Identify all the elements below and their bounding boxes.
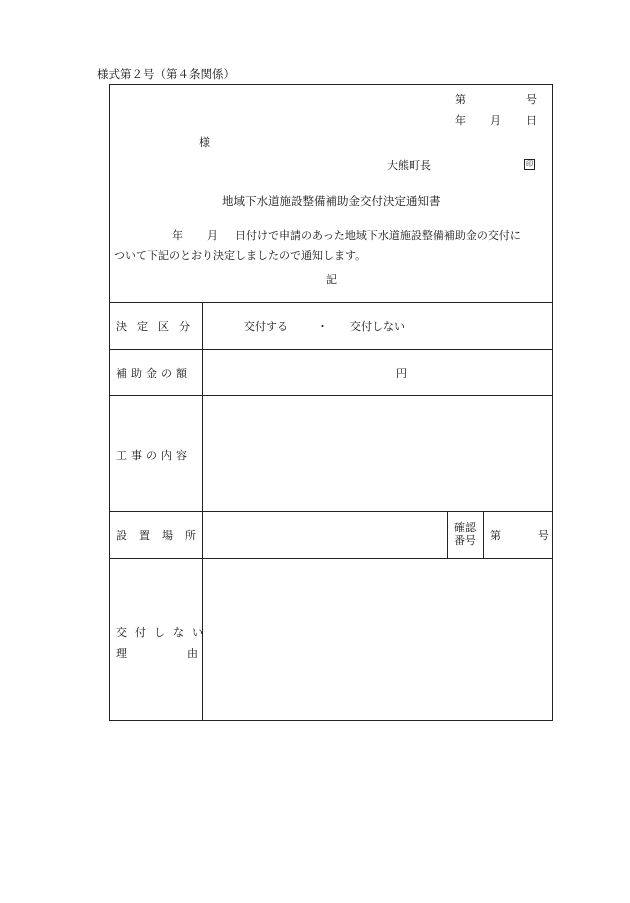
confirm-right-divider	[483, 511, 484, 558]
notice-form-frame	[109, 84, 553, 721]
body-month-label: 月	[207, 229, 218, 242]
non-grant-reason-label-li: 理	[116, 647, 127, 660]
confirm-left-divider	[447, 511, 448, 558]
body-line2-text: ついて下記のとおり決定しましたので通知します。	[114, 249, 367, 262]
subsidy-amount-label: 補助金の額	[116, 367, 191, 380]
document-number-prefix: 第	[455, 93, 466, 106]
ki-marker: 記	[326, 273, 337, 286]
confirmation-number-label	[450, 521, 480, 547]
subsidy-amount-field[interactable]	[203, 349, 552, 395]
confirmation-label-line2: 番号	[454, 534, 476, 547]
form-number-label: 様式第２号（第４条関係）	[97, 67, 235, 81]
body-year-label: 年	[172, 229, 183, 242]
work-contents-field[interactable]	[203, 395, 552, 511]
installation-location-label: 設置場所	[116, 529, 208, 542]
non-grant-reason-field[interactable]	[203, 558, 552, 720]
decision-option-grant[interactable]: 交付する	[244, 320, 288, 333]
confirmation-label-line1: 確認	[454, 521, 476, 534]
work-contents-label: 工事の内容	[116, 449, 191, 462]
decision-separator: ・	[317, 320, 328, 333]
addressee-suffix: 様	[199, 136, 210, 149]
date-month-label: 月	[490, 114, 501, 127]
body-line1-text: 日付けで申請のあった地域下水道施設整備補助金の交付に	[235, 229, 521, 242]
seal-icon: 印	[526, 159, 533, 168]
non-grant-reason-label-yu: 由	[187, 647, 198, 660]
date-year-label: 年	[455, 114, 466, 127]
decision-category-label: 決定区分	[116, 320, 200, 333]
document-title: 地域下水道施設整備補助金交付決定通知書	[222, 194, 441, 208]
installation-location-field[interactable]	[203, 511, 447, 558]
decision-option-deny[interactable]: 交付しない	[350, 320, 405, 333]
table-top-rule	[110, 302, 552, 303]
document-number-suffix: 号	[526, 93, 537, 106]
confirm-number-prefix: 第	[490, 529, 501, 542]
non-grant-reason-label-line1: 交付しない	[116, 626, 211, 639]
confirm-number-suffix: 号	[538, 529, 549, 542]
amount-unit-yen: 円	[396, 367, 407, 380]
date-day-label: 日	[526, 114, 537, 127]
issuer-name: 大熊町長	[387, 159, 431, 172]
